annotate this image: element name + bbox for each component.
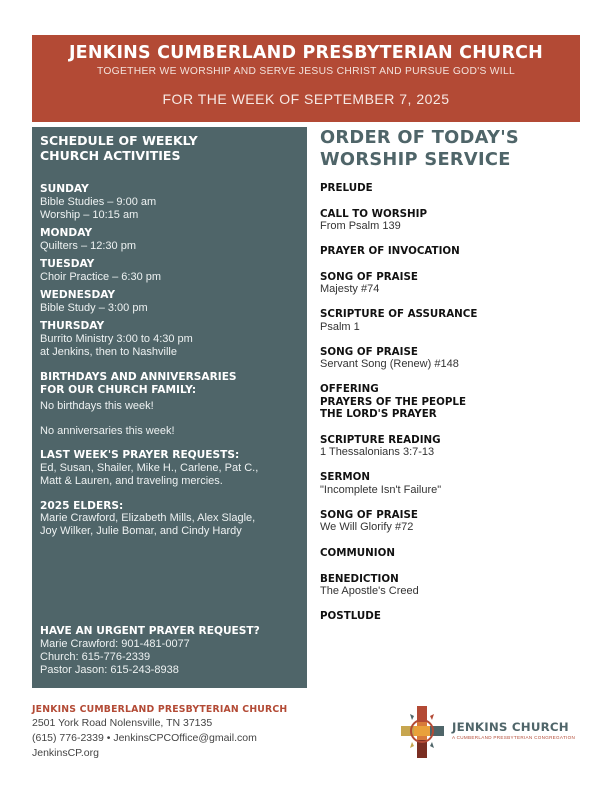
week-date: FOR THE WEEK OF SEPTEMBER 7, 2025	[162, 91, 450, 107]
service-item	[320, 182, 590, 195]
prayer-requests-heading: LAST WEEK'S PRAYER REQUESTS:	[40, 449, 240, 461]
birthdays-section	[40, 371, 299, 438]
activity-line: Bible Study – 3:00 pm	[40, 302, 148, 314]
service-item-title: PRELUDE	[320, 182, 373, 194]
service-item-title: SERMON	[320, 471, 370, 483]
order-title-line2: WORSHIP SERVICE	[320, 149, 511, 170]
service-item	[320, 271, 590, 297]
prayer-requests-section	[40, 449, 299, 488]
service-item	[320, 471, 590, 497]
service-item-title: SONG OF PRAISE	[320, 270, 418, 283]
service-item	[320, 245, 590, 258]
urgent-heading: HAVE AN URGENT PRAYER REQUEST?	[40, 625, 260, 637]
birthdays-heading-line2: FOR OUR CHURCH FAMILY:	[40, 383, 197, 396]
footer-contact	[32, 703, 332, 761]
service-item-title: BENEDICTION	[320, 572, 399, 585]
schedule-title	[40, 133, 299, 163]
urgent-prayer-section	[40, 625, 260, 677]
service-item	[320, 509, 590, 535]
order-of-service	[320, 127, 590, 623]
weekly-schedule-panel	[32, 127, 307, 688]
urgent-contact: Church: 615-776-2339	[40, 650, 151, 663]
day-monday	[40, 227, 299, 253]
church-logo	[398, 704, 588, 760]
urgent-contact: Marie Crawford: 901-481-0077	[40, 637, 190, 650]
anniversaries-text: No anniversaries this week!	[40, 425, 175, 437]
church-tagline: TOGETHER WE WORSHIP AND SERVE JESUS CHRIST AND PURSUE GOD'S WILL	[96, 66, 516, 77]
service-item-detail: We Will Glorify #72	[320, 521, 414, 533]
order-title	[320, 127, 590, 171]
service-item-title: SONG OF PRAISE	[320, 345, 418, 358]
birthdays-heading-line1: BIRTHDAYS AND ANNIVERSARIES	[40, 371, 237, 383]
footer-address: 2501 York Road Nolensville, TN 37135	[32, 717, 213, 729]
service-item-title: CALL TO WORSHIP	[320, 207, 428, 220]
urgent-contact: Pastor Jason: 615-243-8938	[40, 663, 179, 676]
activity-line: Choir Practice – 6:30 pm	[40, 271, 162, 283]
footer-phone-email: (615) 776-2339 • JenkinsCPCOffice@gmail.com	[32, 732, 257, 744]
logo-subtitle: A CUMBERLAND PRESBYTERIAN CONGREGATION	[452, 735, 576, 740]
schedule-title-line2: CHURCH ACTIVITIES	[40, 148, 181, 163]
service-item-detail: Majesty #74	[320, 283, 380, 295]
service-item-detail: From Psalm 139	[320, 220, 401, 232]
cross-emblem-icon	[398, 704, 448, 760]
service-item-title: POSTLUDE	[320, 610, 381, 622]
service-item	[320, 208, 590, 234]
service-item-title: SCRIPTURE READING	[320, 433, 441, 446]
footer-church-name: JENKINS CUMBERLAND PRESBYTERIAN CHURCH	[32, 704, 288, 715]
service-item-title: COMMUNION	[320, 547, 395, 559]
elders-line: Joy Wilker, Julie Bomar, and Cindy Hardy	[40, 525, 242, 537]
elders-section	[40, 500, 299, 539]
activity-line: Bible Studies – 9:00 am	[40, 196, 157, 208]
service-item-title: OFFERING	[320, 383, 379, 395]
day-name: TUESDAY	[40, 258, 95, 270]
service-item-title: SONG OF PRAISE	[320, 508, 418, 521]
order-title-line1: ORDER OF TODAY'S	[320, 127, 520, 148]
footer-website: JenkinsCP.org	[32, 747, 99, 759]
service-item-title: PRAYERS OF THE PEOPLE	[320, 395, 466, 408]
service-item-title: SCRIPTURE OF ASSURANCE	[320, 308, 478, 320]
elders-line: Marie Crawford, Elizabeth Mills, Alex Slagle,	[40, 512, 256, 524]
service-item-detail: The Apostle's Creed	[320, 585, 419, 597]
activity-line: Worship – 10:15 am	[40, 209, 139, 221]
day-name: MONDAY	[40, 227, 93, 239]
service-item	[320, 610, 590, 623]
service-item-detail: 1 Thessalonians 3:7-13	[320, 446, 435, 458]
activity-line: Quilters – 12:30 pm	[40, 240, 136, 252]
day-wednesday	[40, 289, 299, 315]
logo-name: JENKINS CHURCH	[452, 720, 569, 734]
day-name: WEDNESDAY	[40, 289, 116, 301]
service-item-title: THE LORD'S PRAYER	[320, 408, 437, 420]
elders-heading: 2025 ELDERS:	[40, 499, 124, 512]
church-name: JENKINS CUMBERLAND PRESBYTERIAN CHURCH	[68, 43, 544, 63]
header-banner	[32, 35, 580, 122]
service-item	[320, 547, 590, 560]
activity-line: at Jenkins, then to Nashville	[40, 346, 177, 358]
service-item	[320, 308, 590, 334]
activity-line: Burrito Ministry 3:00 to 4:30 pm	[40, 333, 193, 345]
day-thursday	[40, 320, 299, 359]
service-item-detail: Psalm 1	[320, 320, 360, 333]
day-name: SUNDAY	[40, 183, 89, 195]
birthdays-text: No birthdays this week!	[40, 400, 154, 412]
day-sunday	[40, 183, 299, 222]
day-tuesday	[40, 258, 299, 284]
service-item-group	[320, 383, 590, 421]
service-item-title: PRAYER OF INVOCATION	[320, 245, 460, 257]
day-name: THURSDAY	[40, 320, 105, 332]
schedule-title-line1: SCHEDULE OF WEEKLY	[40, 133, 198, 148]
service-item	[320, 346, 590, 372]
prayer-requests-line: Ed, Susan, Shailer, Mike H., Carlene, Pat C.,	[40, 461, 259, 474]
service-item-detail: Servant Song (Renew) #148	[320, 358, 459, 370]
service-item-detail: "Incomplete Isn't Failure"	[320, 483, 442, 496]
service-item	[320, 573, 590, 599]
service-item	[320, 434, 590, 460]
prayer-requests-line: Matt & Lauren, and traveling mercies.	[40, 474, 223, 487]
